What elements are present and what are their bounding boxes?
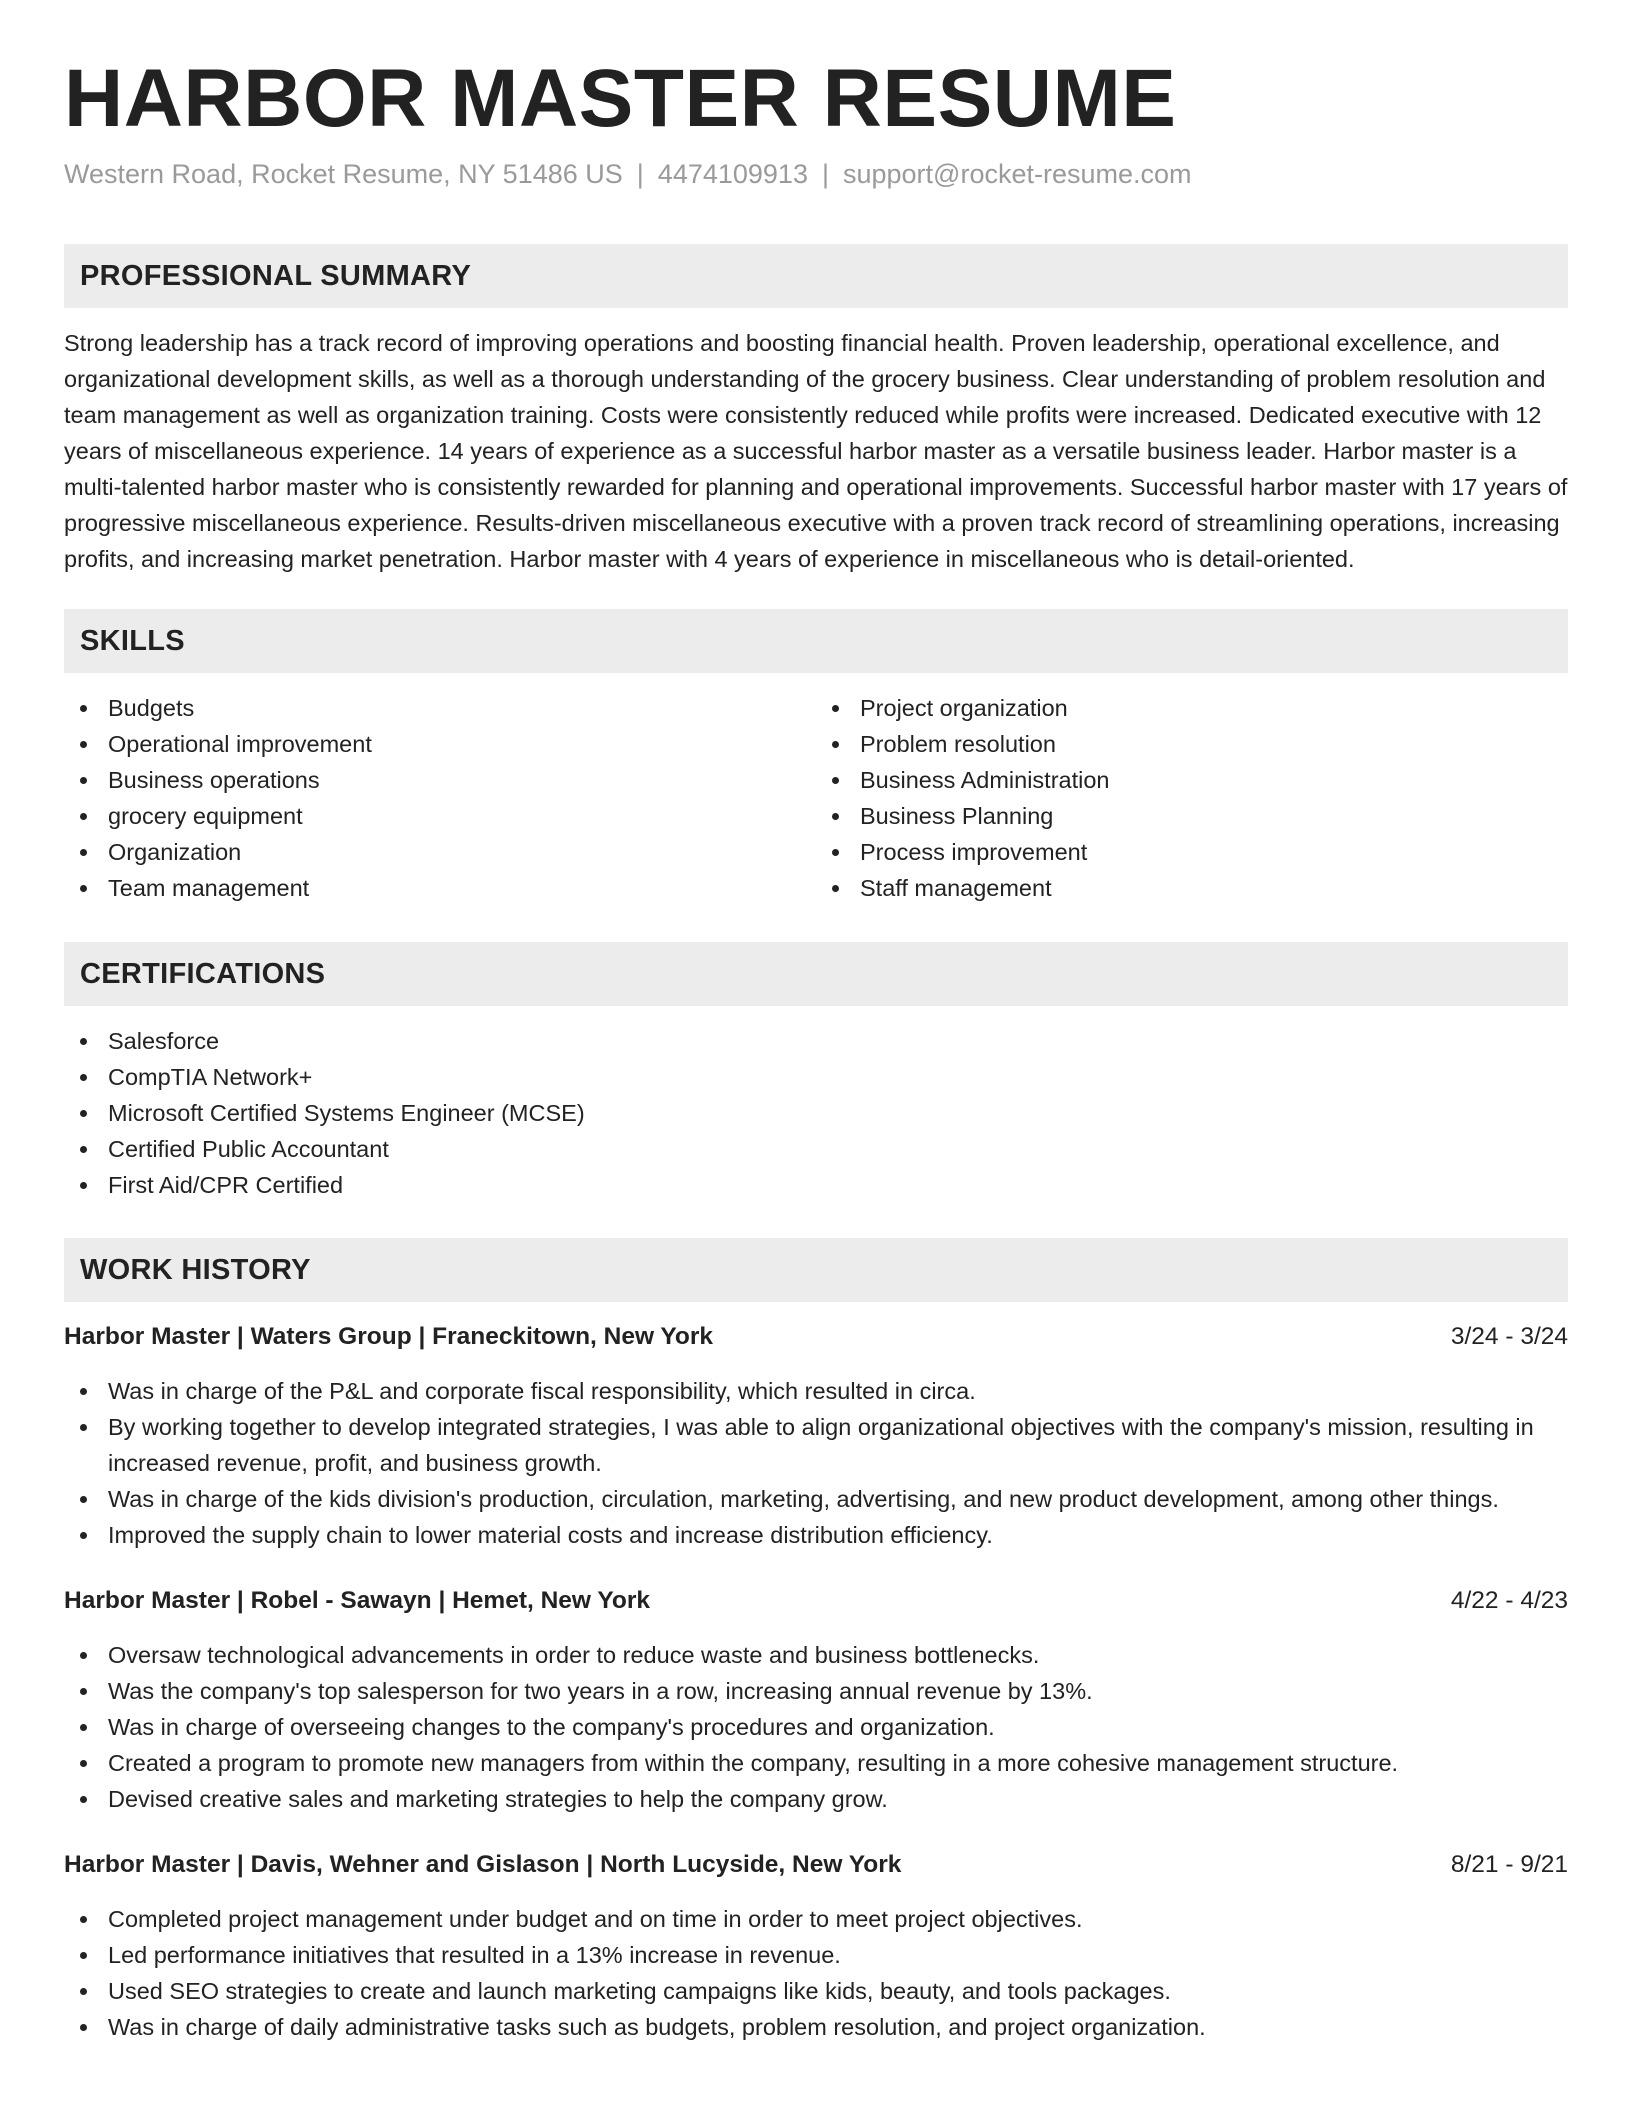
contact-separator: | — [636, 159, 644, 190]
skills-section — [64, 609, 1568, 906]
skills-column-right — [816, 690, 1568, 906]
professional-summary-section — [64, 244, 1568, 577]
job-header — [64, 1583, 1568, 1619]
job-bullet: Was in charge of overseeing changes to the company's procedures and organization. — [64, 1709, 1568, 1745]
skill-item: Team management — [64, 870, 816, 906]
job-bullet-list — [64, 1901, 1568, 2045]
job-bullet: Was in charge of daily administrative tasks such as budgets, problem resolution, and project organization. — [64, 2009, 1568, 2045]
skill-item: Business Planning — [816, 798, 1568, 834]
certification-item: CompTIA Network+ — [64, 1059, 1568, 1095]
certifications-list — [64, 1023, 1568, 1203]
resume-title: HARBOR MASTER RESUME — [64, 53, 1177, 144]
contact-separator: | — [821, 159, 829, 190]
job-bullet: Created a program to promote new managers from within the company, resulting in a more cohesive management structure. — [64, 1745, 1568, 1781]
skill-item: grocery equipment — [64, 798, 816, 834]
job-title: Harbor Master | Waters Group | Franeckitown, New York — [64, 1323, 714, 1351]
certification-item: First Aid/CPR Certified — [64, 1167, 1568, 1203]
section-heading-summary: PROFESSIONAL SUMMARY — [64, 244, 1568, 308]
section-heading-work-history: WORK HISTORY — [64, 1238, 1568, 1302]
skill-item: Organization — [64, 834, 816, 870]
job-bullet: Was in charge of the P&L and corporate fiscal responsibility, which resulted in circa. — [64, 1373, 1568, 1409]
job-bullet-list — [64, 1637, 1568, 1817]
job-dates: 3/24 - 3/24 — [1450, 1323, 1568, 1351]
skill-item: Operational improvement — [64, 726, 816, 762]
section-heading-certifications: CERTIFICATIONS — [64, 942, 1568, 1006]
job-bullet: Improved the supply chain to lower material costs and increase distribution efficiency. — [64, 1517, 1568, 1553]
job-bullet: Used SEO strategies to create and launch marketing campaigns like kids, beauty, and tools packages. — [64, 1973, 1568, 2009]
contact-phone: 4474109913 — [657, 159, 808, 190]
skill-item: Business operations — [64, 762, 816, 798]
skill-item: Problem resolution — [816, 726, 1568, 762]
job-title: Harbor Master | Robel - Sawayn | Hemet, New York — [64, 1587, 651, 1615]
skill-item: Budgets — [64, 690, 816, 726]
skill-item: Project organization — [816, 690, 1568, 726]
job-dates: 4/22 - 4/23 — [1450, 1587, 1568, 1615]
job-entry — [64, 1847, 1568, 2045]
summary-text: Strong leadership has a track record of improving operations and boosting financial health. Proven leadership, operational excellence, and organizational development skills, as well as a thorough understanding of the grocery business. Clear understanding of problem resolution and team management as well as organization training. Costs were consistently reduced while profits were increased. Dedicated executive with 12 years of miscellaneous experience. 14 years of experience as a successful harbor master as a versatile business leader. Harbor master is a multi-talented harbor master who is consistently rewarded for planning and operational improvements. Successful harbor master with 17 years of progressive miscellaneous experience. Results-driven miscellaneous executive with a proven track record of streamlining operations, increasing profits, and increasing market penetration. Harbor master with 4 years of experience in miscellaneous who is detail-oriented. — [64, 330, 1568, 573]
contact-address: Western Road, Rocket Resume, NY 51486 US — [64, 159, 623, 190]
job-bullet: Was the company's top salesperson for two years in a row, increasing annual revenue by 13%. — [64, 1673, 1568, 1709]
job-bullet: Completed project management under budget and on time in order to meet project objectives. — [64, 1901, 1568, 1937]
job-header — [64, 1847, 1568, 1883]
contact-email: support@rocket-resume.com — [842, 159, 1192, 190]
skill-item: Process improvement — [816, 834, 1568, 870]
job-bullet: Devised creative sales and marketing strategies to help the company grow. — [64, 1781, 1568, 1817]
certifications-section — [64, 942, 1568, 1203]
skills-grid — [64, 690, 1568, 906]
job-dates: 8/21 - 9/21 — [1450, 1851, 1568, 1879]
contact-line — [64, 156, 1568, 194]
job-entry — [64, 1319, 1568, 1553]
job-header — [64, 1319, 1568, 1355]
certification-item: Microsoft Certified Systems Engineer (MCSE) — [64, 1095, 1568, 1131]
work-history-section — [64, 1238, 1568, 2045]
job-bullet-list — [64, 1373, 1568, 1553]
section-heading-skills: SKILLS — [64, 609, 1568, 673]
job-entry — [64, 1583, 1568, 1817]
job-bullet: Was in charge of the kids division's production, circulation, marketing, advertising, and new product development, among other things. — [64, 1481, 1568, 1517]
job-bullet: Led performance initiatives that resulted in a 13% increase in revenue. — [64, 1937, 1568, 1973]
certification-item: Salesforce — [64, 1023, 1568, 1059]
job-bullet: By working together to develop integrated strategies, I was able to align organizational objectives with the company's mission, resulting in increased revenue, profit, and business growth. — [64, 1409, 1568, 1481]
job-bullet: Oversaw technological advancements in order to reduce waste and business bottlenecks. — [64, 1637, 1568, 1673]
job-title: Harbor Master | Davis, Wehner and Gislason | North Lucyside, New York — [64, 1851, 902, 1879]
skill-item: Business Administration — [816, 762, 1568, 798]
skills-column-left — [64, 690, 816, 906]
skill-item: Staff management — [816, 870, 1568, 906]
certification-item: Certified Public Accountant — [64, 1131, 1568, 1167]
